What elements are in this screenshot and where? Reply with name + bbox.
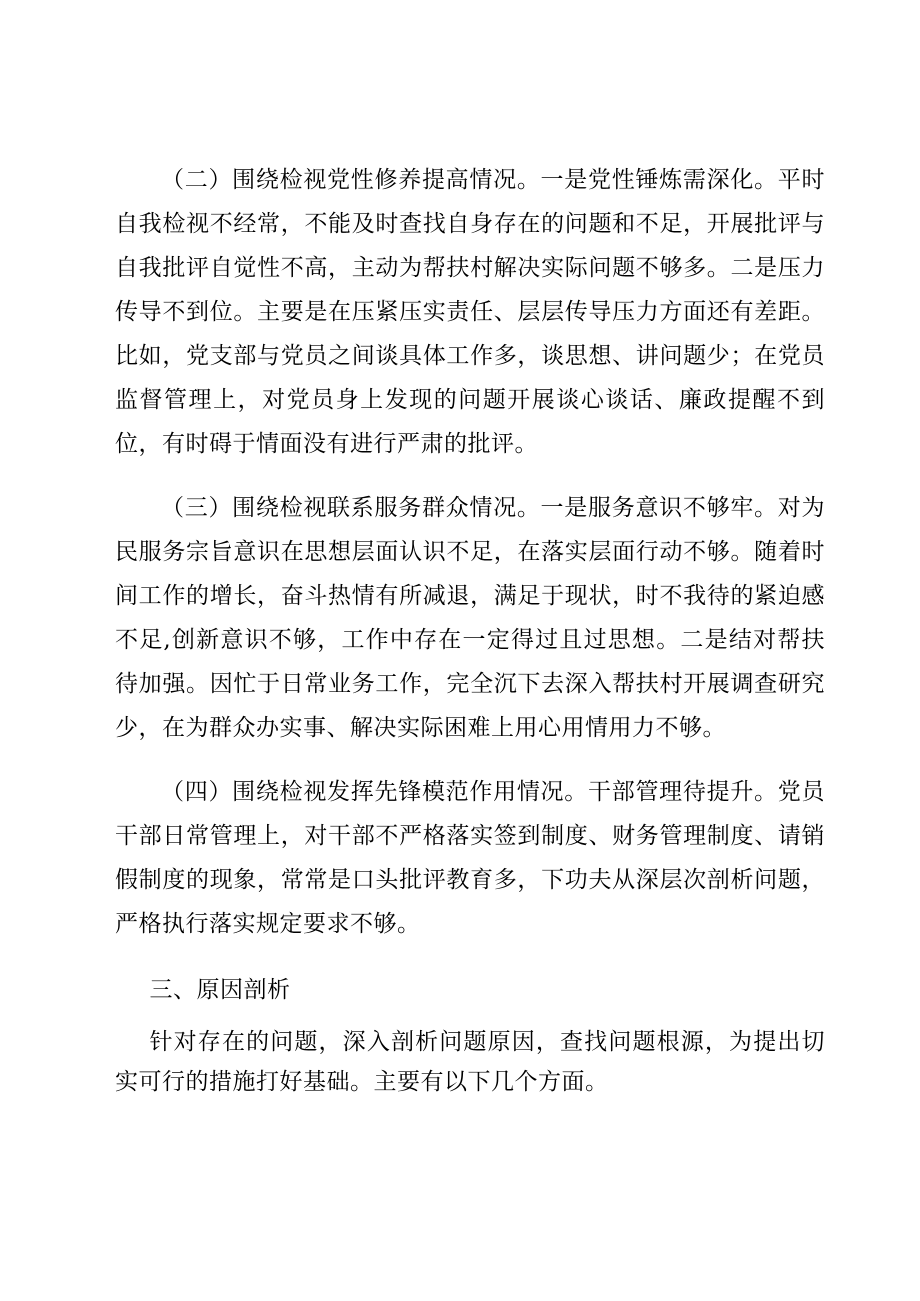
paragraph-party-spirit: （二）围绕检视党性修养提高情况。一是党性锤炼需深化。平时自我检视不经常，不能及时查找自身存在的问题和不足，开展批评与自我批评自觉性不高，主动为帮扶村解决实际问题不够多。二是压力传导不到位。主要是在压紧压实责任、层层传导压力方面还有差距。比如，党支部与党员之间谈具体工作多，谈思想、讲问题少；在党员监督管理上，对党员身上发现的问题开展谈心谈话、廉政提醒不到位，有时碍于情面没有进行严肃的批评。 — [115, 167, 825, 457]
document-body — [115, 158, 825, 1102]
section-intro: 针对存在的问题，深入剖析问题原因，查找问题根源，为提出切实可行的措施打好基础。主要有以下几个方面。 — [115, 1029, 825, 1095]
paragraph-vanguard-role: （四）围绕检视发挥先锋模范作用情况。干部管理待提升。党员干部日常管理上，对干部不严格落实签到制度、财务管理制度、请销假制度的现象，常常是口头批评教育多，下功夫从深层次剖析问题，严格执行落实规定要求不够。 — [115, 779, 825, 937]
section-heading: 三、原因剖析 — [149, 977, 291, 1003]
paragraph-serving-masses: （三）围绕检视联系服务群众情况。一是服务意识不够牢。对为民服务宗旨意识在思想层面认识不足，在落实层面行动不够。随着时间工作的增长，奋斗热情有所减退，满足于现状，时不我待的紧迫感不足,创新意识不够，工作中存在一定得过且过思想。二是结对帮扶待加强。因忙于日常业务工作，完全沉下去深入帮扶村开展调查研究少，在为群众办实事、解决实际困难上用心用情用力不够。 — [115, 495, 825, 741]
